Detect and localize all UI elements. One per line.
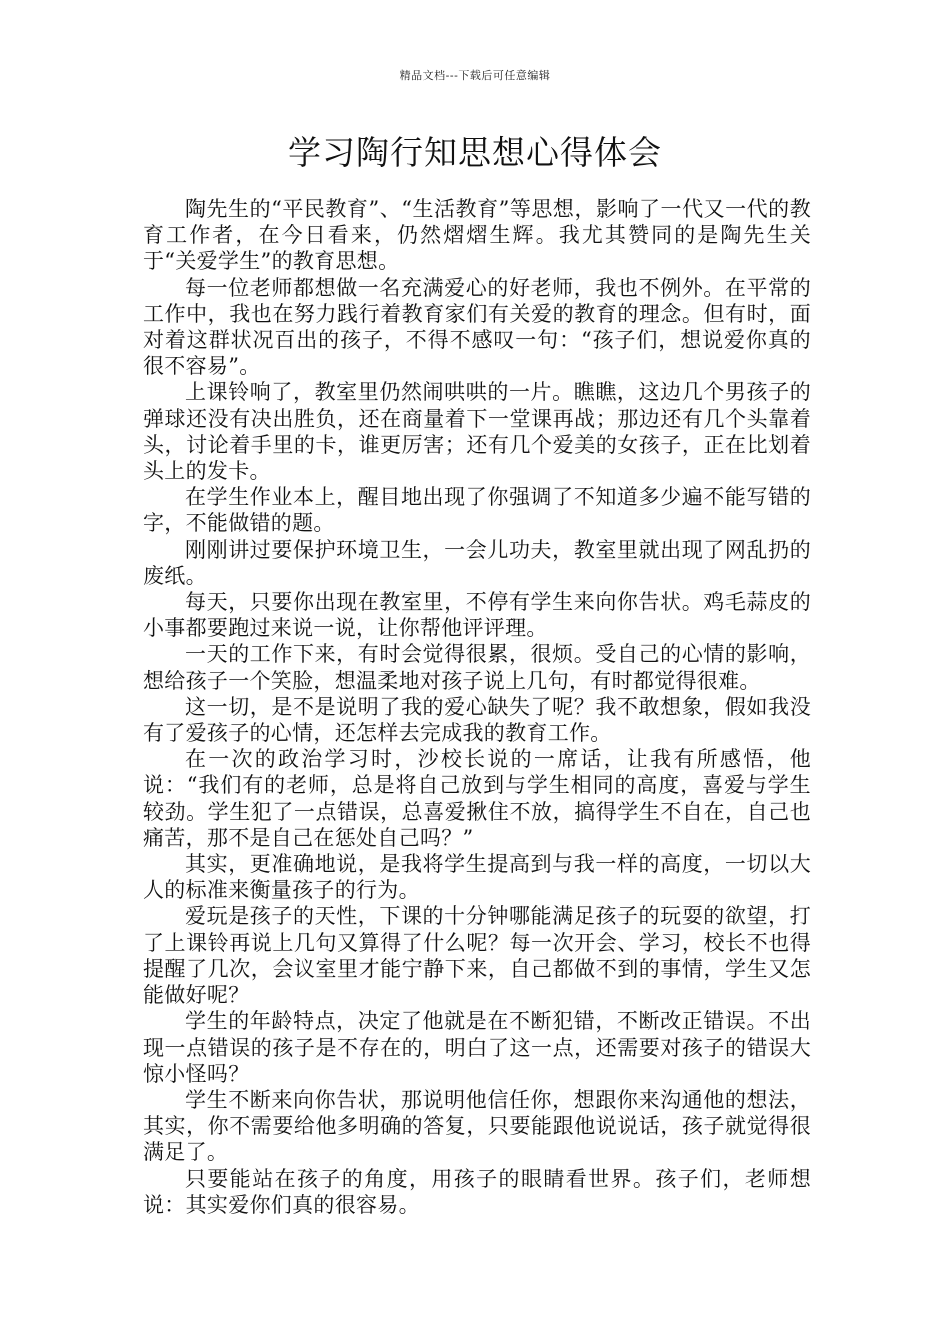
paragraph: 学生的年龄特点，决定了他就是在不断犯错，不断改正错误。不出现一点错误的孩子是不存在的，明白了这一点，还需要对孩子的错误大惊小怪吗？ <box>143 1009 811 1086</box>
paragraph: 在学生作业本上，醒目地出现了你强调了不知道多少遍不能写错的字，不能做错的题。 <box>143 485 811 536</box>
document-title: 学习陶行知思想心得体会 <box>288 133 662 172</box>
paragraph: 刚刚讲过要保护环境卫生，一会儿功夫，教室里就出现了网乱扔的废纸。 <box>143 537 811 588</box>
paragraph: 这一切，是不是说明了我的爱心缺失了呢？我不敢想象，假如我没有了爱孩子的心情，还怎样去完成我的教育工作。 <box>143 694 811 746</box>
paragraph: 陶先生的“平民教育”、“生活教育”等思想，影响了一代又一代的教育工作者，在今日看来，仍然熠熠生辉。我尤其赞同的是陶先生关于“关爱学生”的教育思想。 <box>143 197 811 274</box>
paragraph: 上课铃响了，教室里仍然闹哄哄的一片。瞧瞧，这边几个男孩子的弹球还没有决出胜负，还在商量着下一堂课再战；那边还有几个头靠着头，讨论着手里的卡，谁更厉害；还有几个爱美的女孩子，正在比划着头上的发卡。 <box>143 380 811 484</box>
paragraph: 学生不断来向你告状，那说明他信任你，想跟你来沟通他的想法，其实，你不需要给他多明确的答复，只要能跟他说说话，孩子就觉得很满足了。 <box>143 1087 811 1165</box>
paragraph: 在一次的政治学习时，沙校长说的一席话，让我有所感悟，他说：“我们有的老师，总是将自己放到与学生相同的高度，喜爱与学生较劲。学生犯了一点错误，总喜爱揪住不放，搞得学生不自在，自己也痛苦，那不是自己在惩处自己吗？” <box>143 747 811 850</box>
paragraph: 爱玩是孩子的天性，下课的十分钟哪能满足孩子的玩耍的欲望，打了上课铃再说上几句又算得了什么呢？每一次开会、学习，校长不也得提醒了几次，会议室里才能宁静下来，自己都做不到的事情，学生又怎能做好呢？ <box>143 904 811 1008</box>
paragraph: 每一位老师都想做一名充满爱心的好老师，我也不例外。在平常的工作中，我也在努力践行着教育家们有关爱的教育的理念。但有时，面对着这群状况百出的孩子，不得不感叹一句：“孩子们，想说爱你真的很不容易”。 <box>143 275 811 379</box>
paragraph: 其实，更准确地说，是我将学生提高到与我一样的高度，一切以大人的标准来衡量孩子的行为。 <box>143 852 811 903</box>
paragraph: 每天，只要你出现在教室里，不停有学生来向你告状。鸡毛蒜皮的小事都要跑过来说一说，让你帮他评评理。 <box>143 590 811 641</box>
paragraph: 只要能站在孩子的角度，用孩子的眼睛看世界。孩子们，老师想说：其实爱你们真的很容易。 <box>143 1166 811 1217</box>
document-body <box>143 196 811 1218</box>
header-note: 精品文档---下载后可任意编辑 <box>399 69 551 82</box>
paragraph: 一天的工作下来，有时会觉得很累，很烦。受自己的心情的影响，想给孩子一个笑脸，想温柔地对孩子说上几句，有时都觉得很难。 <box>143 642 811 693</box>
